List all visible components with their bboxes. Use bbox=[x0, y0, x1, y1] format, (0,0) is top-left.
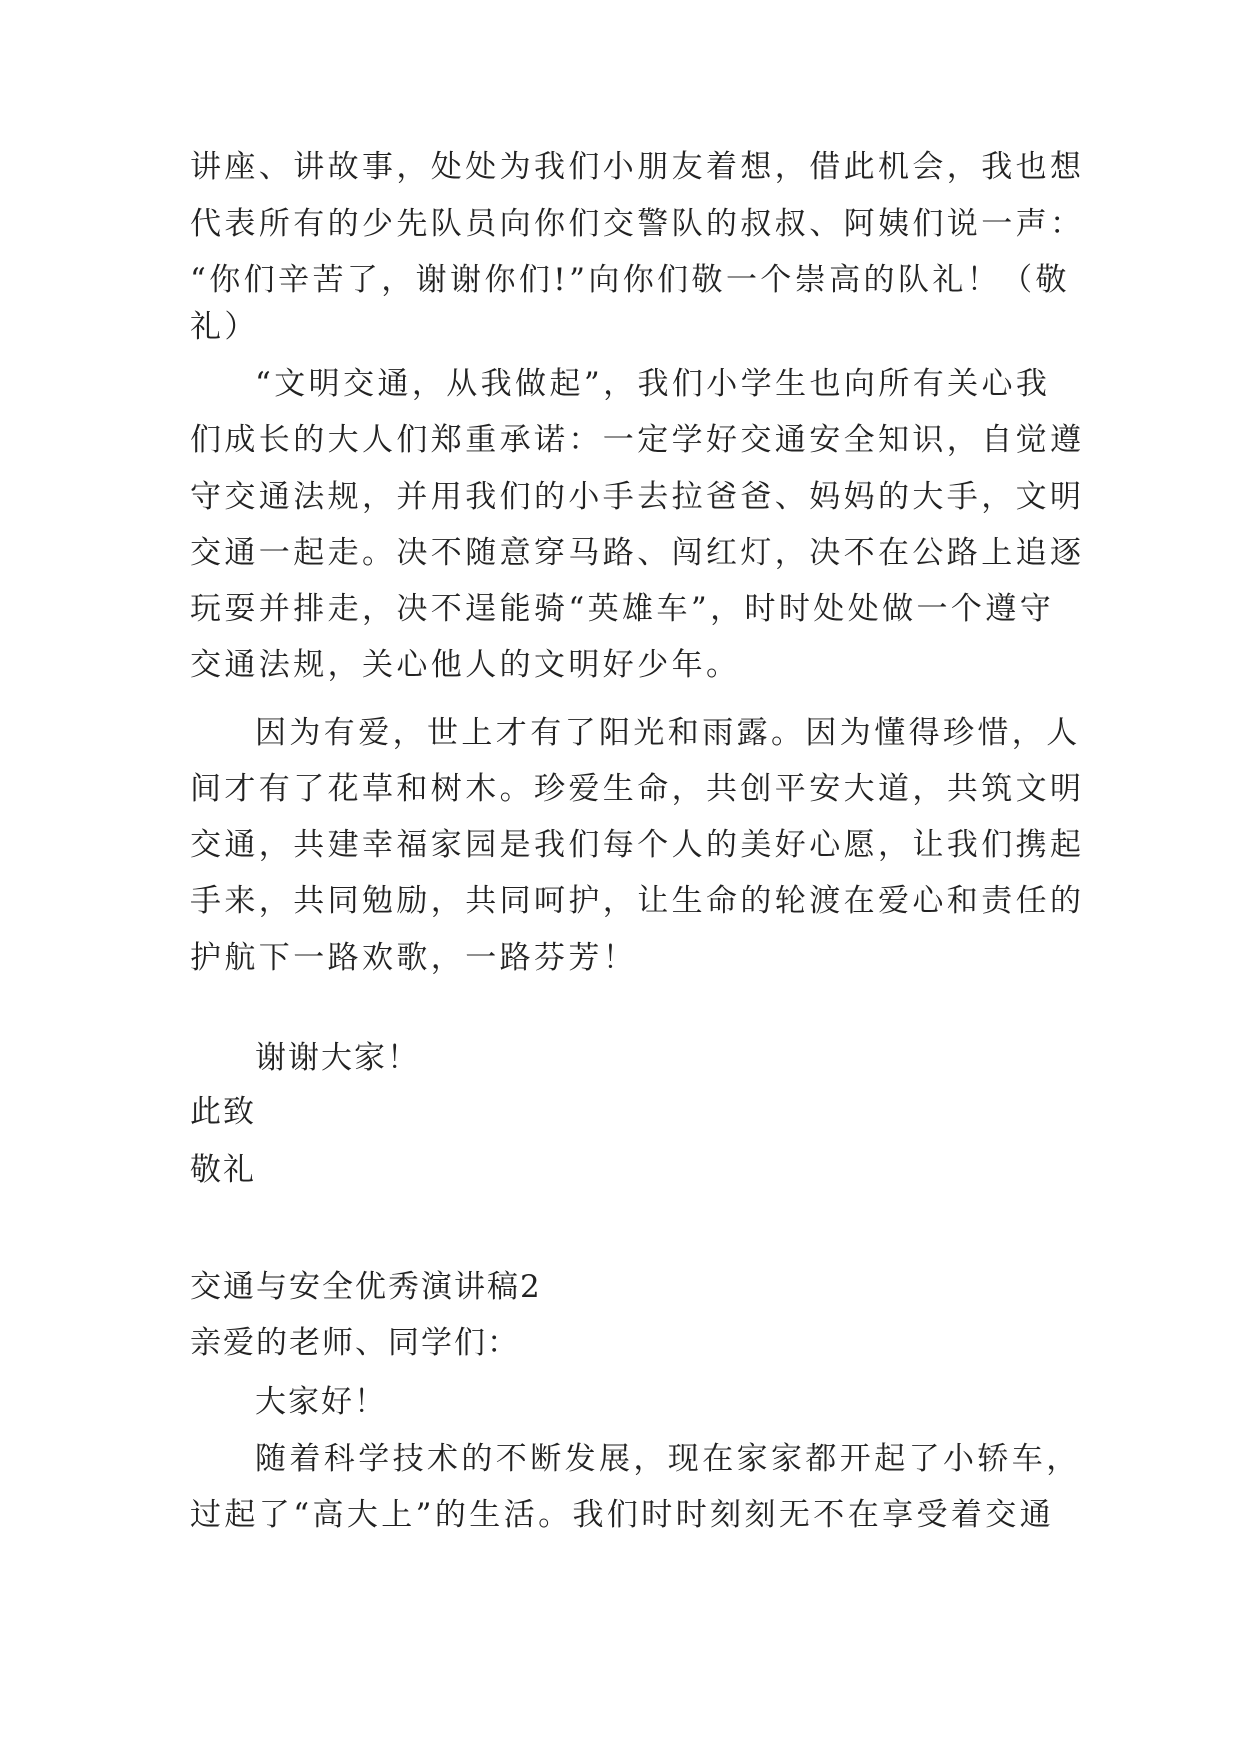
paragraph-line: 手来，共同勉励，共同呵护，让生命的轮渡在爱心和责任的 bbox=[190, 883, 1085, 919]
paragraph-line: 代表所有的少先队员向你们交警队的叔叔、阿姨们说一声： bbox=[190, 206, 1085, 242]
greeting-text: 亲爱的老师、同学们： bbox=[190, 1325, 520, 1361]
paragraph-line: “你们辛苦了，谢谢你们!”向你们敬一个崇高的队礼！（敬 bbox=[190, 262, 1070, 298]
paragraph-line: 因为有爱，世上才有了阳光和雨露。因为懂得珍惜，人 bbox=[255, 715, 1081, 751]
paragraph-line: “文明交通，从我做起”，我们小学生也向所有关心我 bbox=[255, 366, 1051, 402]
closing-text: 此致 bbox=[190, 1094, 256, 1130]
paragraph-line: 间才有了花草和树木。珍爱生命，共创平安大道，共筑文明 bbox=[190, 771, 1085, 807]
paragraph-line: 随着科学技术的不断发展，现在家家都开起了小轿车， bbox=[255, 1441, 1081, 1477]
thanks-text: 谢谢大家！ bbox=[255, 1040, 420, 1076]
paragraph-line: 交通法规，关心他人的文明好少年。 bbox=[190, 647, 741, 683]
hello-text: 大家好！ bbox=[255, 1384, 387, 1420]
paragraph-line: 礼） bbox=[190, 309, 259, 345]
paragraph-line: 过起了“高大上”的生活。我们时时刻刻无不在享受着交通 bbox=[190, 1497, 1055, 1533]
paragraph-line: 们成长的大人们郑重承诺：一定学好交通安全知识，自觉遵 bbox=[190, 422, 1085, 458]
section-title: 交通与安全优秀演讲稿2 bbox=[190, 1269, 542, 1305]
paragraph-line: 讲座、讲故事，处处为我们小朋友着想，借此机会，我也想 bbox=[190, 149, 1085, 185]
paragraph-line: 玩耍并排走，决不逞能骑“英雄车”，时时处处做一个遵守 bbox=[190, 591, 1055, 627]
paragraph-line: 护航下一路欢歌，一路芬芳！ bbox=[190, 940, 638, 976]
closing-text: 敬礼 bbox=[190, 1152, 256, 1188]
paragraph-line: 交通一起走。决不随意穿马路、闯红灯，决不在公路上追逐 bbox=[190, 535, 1085, 571]
paragraph-line: 守交通法规，并用我们的小手去拉爸爸、妈妈的大手，文明 bbox=[190, 479, 1085, 515]
paragraph-line: 交通，共建幸福家园是我们每个人的美好心愿，让我们携起 bbox=[190, 827, 1085, 863]
